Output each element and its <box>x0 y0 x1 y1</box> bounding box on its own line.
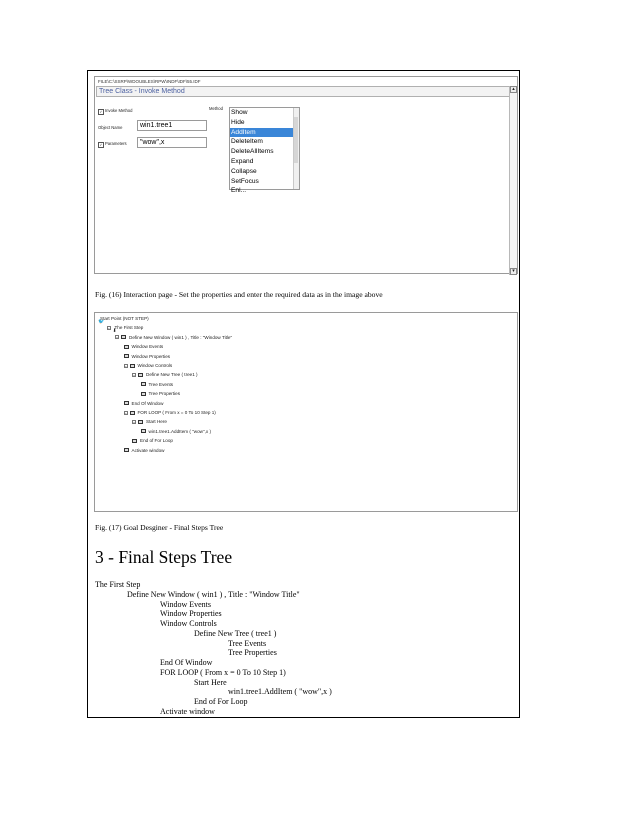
method-listbox[interactable] <box>229 107 300 195</box>
tree-node-label: Start Here <box>146 419 167 425</box>
node-box-icon <box>124 401 129 405</box>
tree-node-label: Define New Tree ( tree1 ) <box>146 372 198 378</box>
dialog-title: Tree Class - Invoke Method <box>99 88 185 95</box>
tree-node[interactable] <box>124 400 164 407</box>
tree-node[interactable] <box>124 343 164 350</box>
method-list-item[interactable]: DeleteItem <box>231 138 263 146</box>
collapse-toggle-icon[interactable]: − <box>124 363 127 369</box>
figure-16-caption: Fig. (16) Interaction page - Set the properties and enter the required data as in the image above <box>95 290 383 299</box>
parameters-input[interactable]: "wow",x <box>137 137 207 148</box>
final-tree-line: End Of Window <box>160 658 213 667</box>
final-tree-line: win1.tree1.AddItem ( "wow",x ) <box>228 687 332 697</box>
method-list-item[interactable]: Expand <box>231 157 254 165</box>
final-tree-line: Activate window <box>160 706 215 716</box>
node-box-icon <box>141 392 146 396</box>
node-box-icon <box>124 448 129 452</box>
collapse-toggle-icon[interactable]: − <box>133 372 136 378</box>
listbox-scroll-thumb[interactable] <box>294 117 298 163</box>
collapse-toggle-icon[interactable]: − <box>107 325 110 331</box>
tree-node-label: Window Properties <box>131 353 171 359</box>
tree-node[interactable] <box>141 390 181 397</box>
node-box-icon <box>124 345 129 349</box>
parameters-checkbox[interactable] <box>98 141 127 148</box>
collapse-toggle-icon[interactable]: − <box>124 410 127 416</box>
tree-node[interactable] <box>141 428 212 435</box>
file-path: FILE\C:\SSRP\WDOUBLES\RPW\INDF\IDF\55.IDF <box>98 79 201 84</box>
method-list-item[interactable]: SetFocus <box>231 177 259 185</box>
figure-17-caption: Fig. (17) Goal Desginer - Final Steps Tree <box>95 523 224 532</box>
tree-node-label: Activate window <box>131 447 165 453</box>
tree-node[interactable]: 🐦 Start Point (NOT STEP) <box>98 316 149 325</box>
collapse-toggle-icon[interactable]: − <box>116 335 119 341</box>
section-heading: 3 - Final Steps Tree <box>95 547 233 567</box>
tree-node[interactable] <box>132 418 167 425</box>
dialog-title-bar <box>96 86 514 97</box>
tree-node[interactable]: − ⬇ The First Step <box>107 325 144 334</box>
tree-node[interactable] <box>124 353 171 360</box>
tree-node[interactable] <box>115 334 232 341</box>
node-box-icon <box>138 373 143 377</box>
tree-node-label: Start Point (NOT STEP) <box>100 316 149 321</box>
final-tree-line: Window Properties <box>160 609 222 619</box>
method-list-item[interactable]: Collapse <box>231 167 257 175</box>
final-tree-line: Start Here <box>194 677 227 687</box>
invoke-method-screenshot <box>94 76 518 274</box>
node-box-icon <box>141 382 146 386</box>
invoke-method-label: Invoke Method <box>105 108 133 113</box>
method-list-item[interactable]: DeleteAllItems <box>231 148 274 156</box>
tree-node-label: Define New Window ( win1 ) , Title : "Window Title" <box>129 334 233 340</box>
parameters-label: Parameters <box>105 141 127 146</box>
tree-node-label: Window Controls <box>137 363 173 368</box>
node-box-icon <box>141 429 146 433</box>
node-box-icon <box>124 354 129 358</box>
invoke-method-checkbox[interactable] <box>98 108 132 115</box>
collapse-toggle-icon[interactable]: − <box>133 419 136 425</box>
node-box-icon <box>121 335 126 339</box>
listbox-scrollbar[interactable] <box>293 108 299 189</box>
scroll-up-arrow-icon[interactable]: ▴ <box>510 86 517 93</box>
tree-node[interactable] <box>124 447 165 454</box>
tree-node-label: Tree Properties <box>148 391 180 397</box>
tree-node-label: win1.tree1.AddItem ( "wow",x ) <box>148 428 211 434</box>
node-box-icon <box>132 439 137 443</box>
checkbox-check-icon: ✓ <box>99 109 103 114</box>
tree-node-label: The First Step <box>114 325 144 331</box>
tree-node-label: FOR LOOP ( From x = 0 To 10 Step 1) <box>137 410 216 415</box>
tree-node[interactable] <box>124 362 173 369</box>
final-tree-line: FOR LOOP ( From x = 0 To 10 Step 1) <box>160 667 286 677</box>
tree-node[interactable] <box>132 371 198 378</box>
final-tree-line: End of For Loop <box>194 697 248 706</box>
node-box-icon <box>130 364 135 368</box>
method-list-item[interactable]: Hide <box>231 118 245 126</box>
tree-node[interactable] <box>124 409 216 416</box>
goal-designer-screenshot <box>94 312 518 512</box>
tree-node-label: Tree Events <box>148 381 174 387</box>
tree-node[interactable] <box>141 381 174 388</box>
node-box-icon <box>130 411 135 415</box>
final-tree-line: Window Controls <box>160 619 217 628</box>
method-list-item[interactable]: AddItem <box>230 128 299 138</box>
final-tree-line: Tree Properties <box>228 648 277 658</box>
checkbox-check-icon: ✓ <box>99 142 103 147</box>
final-tree-line: Tree Events <box>228 638 267 648</box>
final-tree-line: Define New Tree ( tree1 ) <box>194 628 277 638</box>
dialog-scrollbar[interactable] <box>509 86 517 275</box>
tree-node-label: End of For Loop <box>140 438 173 444</box>
final-tree-line: Define New Window ( win1 ) , Title : "Window Title" <box>127 589 300 599</box>
object-name-input[interactable]: win1.tree1 <box>137 120 207 131</box>
tree-node-label: Window Events <box>131 344 164 350</box>
object-name-label: Object Name <box>98 125 123 130</box>
scroll-down-arrow-icon[interactable]: ▾ <box>510 268 517 275</box>
method-list-item[interactable]: Enl... <box>231 187 247 195</box>
final-tree-line: The First Step <box>95 580 141 589</box>
method-label: Method <box>209 106 223 111</box>
node-box-icon <box>138 420 143 424</box>
method-list-item[interactable]: Show <box>231 109 248 116</box>
tree-node[interactable] <box>132 437 173 444</box>
final-tree-line: Window Events <box>160 599 212 609</box>
tree-node-label: End Of Window <box>131 400 164 406</box>
